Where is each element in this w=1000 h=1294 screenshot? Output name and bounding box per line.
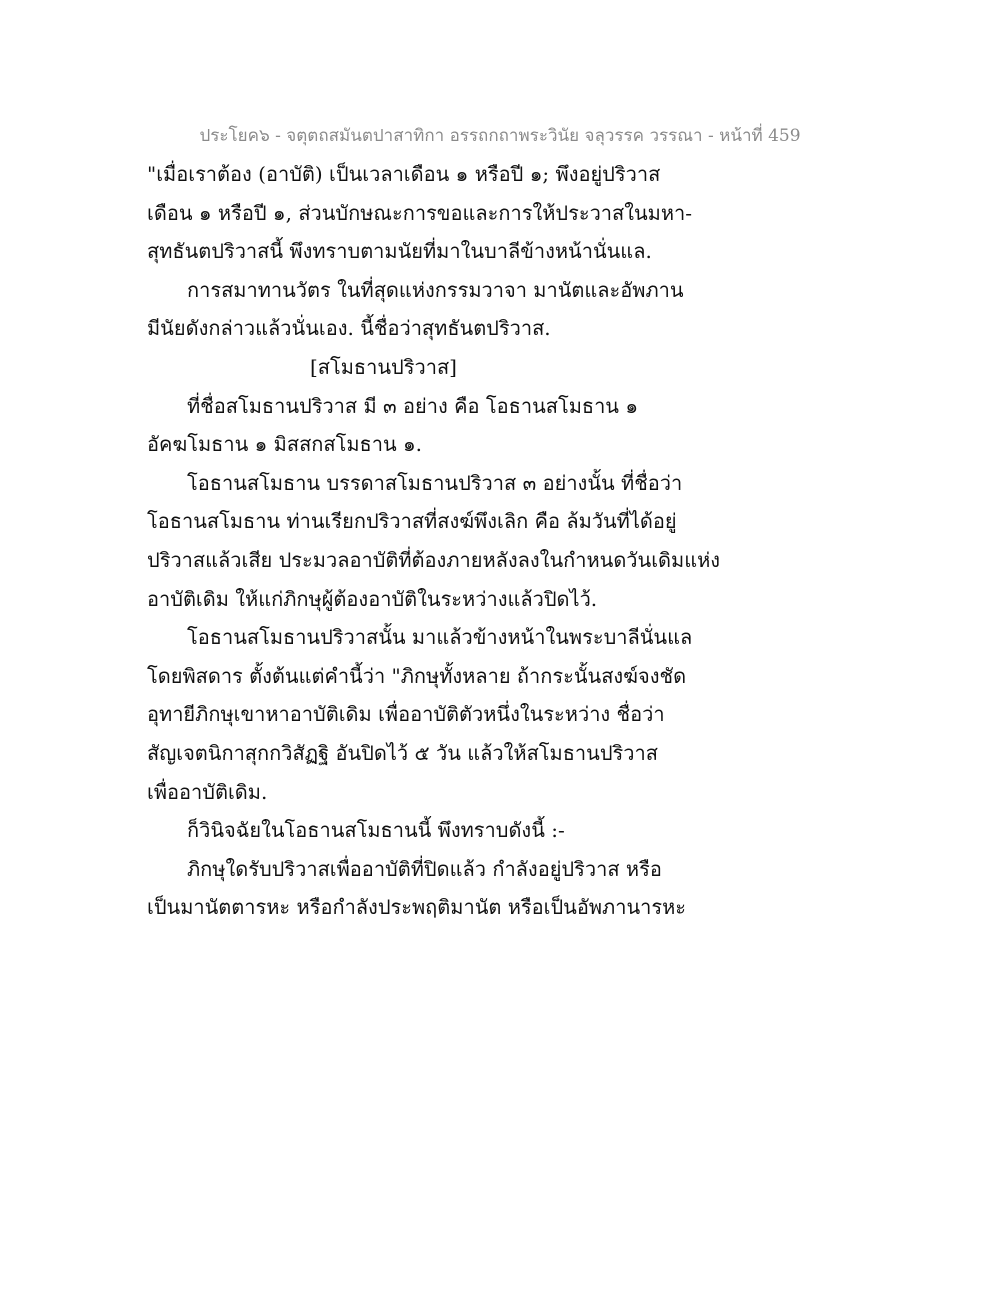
text-line: เพื่ออาบัติเดิม. (147, 779, 268, 804)
page-header: ประโยค๖ - จตุตถสมันตปาสาทิกา อรรถกถาพระวินัย จลุวรรค วรรณา - หน้าที่ 459 (199, 126, 801, 146)
text-line: โอธานสโมธาน บรรดาสโมธานปริวาส ๓ อย่างนั้น ที่ชื่อว่า (187, 470, 683, 495)
text-line: อาบัติเดิม ให้แก่ภิกษุผู้ต้องอาบัติในระหว่างแล้วปิดไว้. (147, 586, 598, 611)
text-line: ที่ชื่อสโมธานปริวาส มี ๓ อย่าง คือ โอธานสโมธาน ๑ (187, 393, 639, 418)
text-line: การสมาทานวัตร ในที่สุดแห่งกรรมวาจา มานัตและอัพภาน (187, 277, 684, 302)
text-line: อุทายีภิกษุเขาหาอาบัติเดิม เพื่ออาบัติตัวหนึ่งในระหว่าง ชื่อว่า (147, 702, 665, 727)
text-line: ปริวาสแล้วเสีย ประมวลอาบัติที่ต้องภายหลังลงในกำหนดวันเดิมแห่ง (147, 547, 721, 572)
text-line: สัญเจตนิกาสุกกวิสัฏฐิ อันปิดไว้ ๕ วัน แล้วให้สโมธานปริวาส (147, 740, 658, 765)
text-line: อัคฆโมธาน ๑ มิสสกสโมธาน ๑. (147, 432, 423, 457)
text-line: โดยพิสดาร ตั้งต้นแต่คำนี้ว่า "ภิกษุทั้งหลาย ถ้ากระนั้นสงฆ์จงชัด (147, 663, 687, 688)
text-line: สุทธันตปริวาสนี้ พึงทราบตามนัยที่มาในบาลีข้างหน้านั่นแล. (147, 239, 652, 264)
text-line: เดือน ๑ หรือปี ๑, ส่วนบักษณะการขอและการให้ประวาสในมหา- (147, 200, 693, 225)
text-line: ก็วินิจฉัยในโอธานสโมธานนี้ พึงทราบดังนี้ :- (187, 818, 565, 843)
text-line: มีนัยดังกล่าวแล้วนั่นเอง. นี้ชื่อว่าสุทธันตปริวาส. (147, 316, 551, 341)
section-heading: [สโมธานปริวาส] (310, 354, 457, 379)
text-line: "เมื่อเราต้อง (อาบัติ) เป็นเวลาเดือน ๑ หรือปี ๑; พึงอยู่ปริวาส (147, 162, 661, 186)
text-line: เป็นมานัตตารหะ หรือกำลังประพฤติมานัต หรือเป็นอัพภานารหะ (147, 895, 687, 920)
text-line: ภิกษุใดรับปริวาสเพื่ออาบัติที่ปิดแล้ว กำลังอยู่ปริวาส หรือ (187, 856, 662, 881)
text-line: โอธานสโมธานปริวาสนั้น มาแล้วข้างหน้าในพระบาลีนั่นแล (187, 625, 693, 650)
body-text (147, 155, 721, 927)
text-line: โอธานสโมธาน ท่านเรียกปริวาสที่สงฆ์พึงเลิก คือ ล้มวันที่ได้อยู่ (147, 509, 677, 534)
